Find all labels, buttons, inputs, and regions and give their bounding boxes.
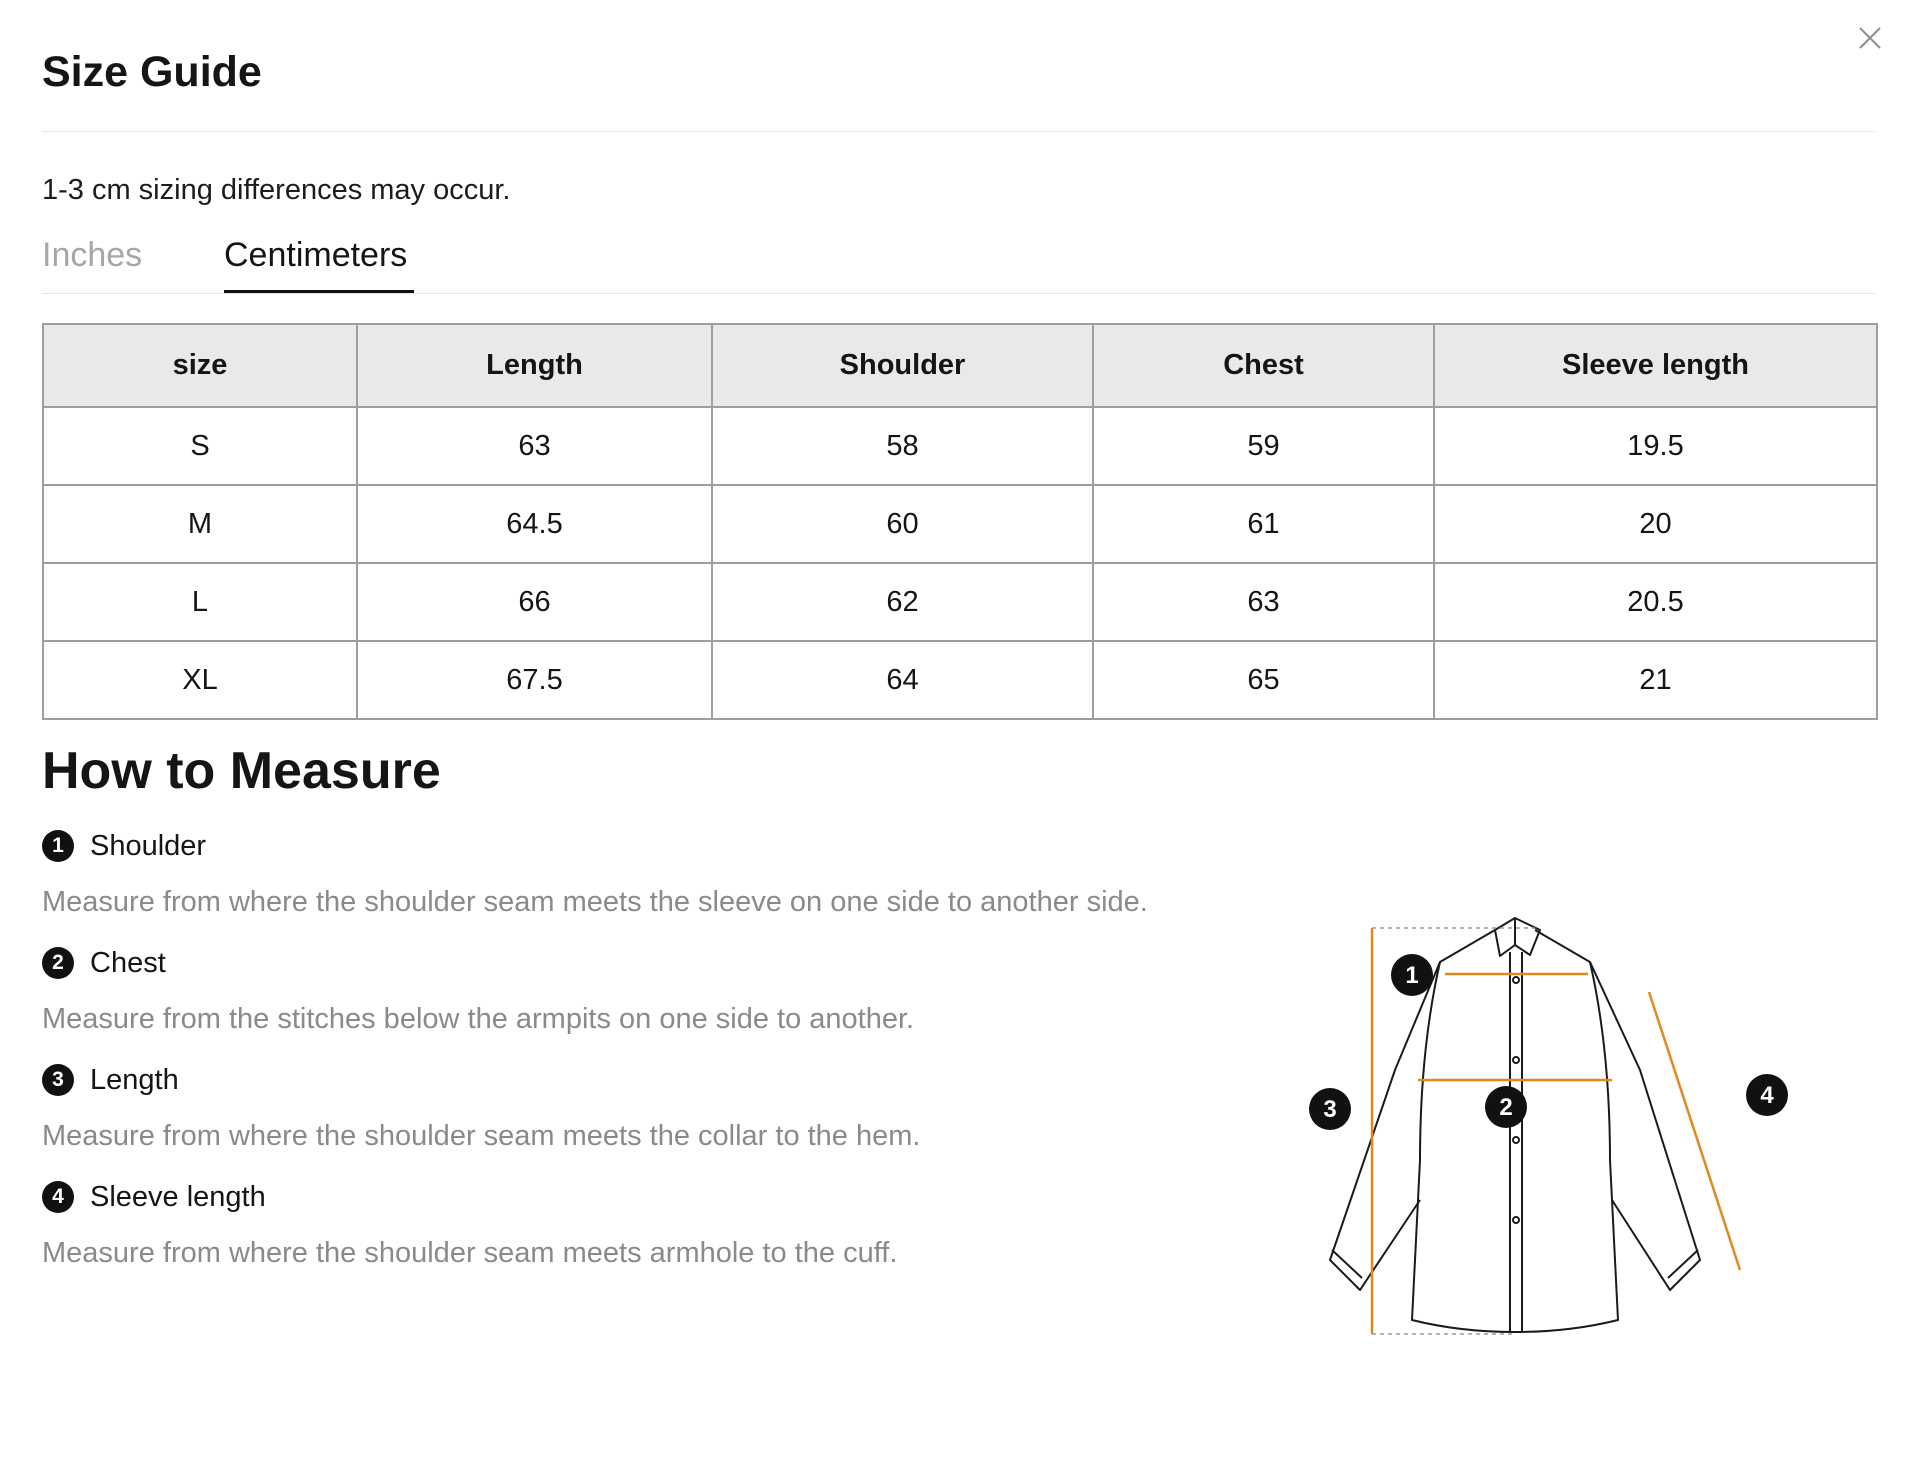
tab-inches[interactable]: Inches — [42, 236, 143, 274]
table-cell: 60 — [712, 485, 1093, 563]
table-cell: 64.5 — [357, 485, 712, 563]
marker-3-label: 3 — [1323, 1096, 1337, 1123]
table-cell: 64 — [712, 641, 1093, 719]
table-row — [43, 563, 1877, 641]
measure-item-length — [42, 1060, 920, 1154]
number-4-icon: 4 — [42, 1181, 74, 1213]
measure-item-shoulder — [42, 826, 1148, 920]
measure-item-chest — [42, 943, 914, 1037]
table-header-row — [43, 324, 1877, 407]
marker-4-label: 4 — [1760, 1082, 1774, 1109]
measure-item-sleeve-length — [42, 1177, 897, 1271]
table-cell: 67.5 — [357, 641, 712, 719]
table-cell: 63 — [1093, 563, 1434, 641]
table-cell: 19.5 — [1434, 407, 1877, 485]
table-cell: 63 — [357, 407, 712, 485]
measure-description: Measure from where the shoulder seam meets the sleeve on one side to another side. — [42, 886, 1148, 918]
marker-2-label: 2 — [1499, 1094, 1513, 1121]
table-cell: XL — [43, 641, 357, 719]
how-to-measure-title: How to Measure — [42, 742, 441, 800]
shirt-diagram-icon — [1300, 900, 1860, 1340]
sizing-note: 1-3 cm sizing differences may occur. — [42, 174, 511, 206]
column-header-shoulder: Shoulder — [712, 324, 1093, 407]
table-cell: 58 — [712, 407, 1093, 485]
marker-1-label: 1 — [1405, 962, 1419, 989]
measure-description: Measure from where the shoulder seam meets armhole to the cuff. — [42, 1237, 898, 1269]
close-icon — [1854, 22, 1886, 54]
table-cell: S — [43, 407, 357, 485]
dialog-title: Size Guide — [42, 48, 262, 96]
number-2-icon: 2 — [42, 947, 74, 979]
table-cell: 66 — [357, 563, 712, 641]
table-cell: M — [43, 485, 357, 563]
size-table — [42, 323, 1878, 720]
column-header-length: Length — [357, 324, 712, 407]
table-cell: 20 — [1434, 485, 1877, 563]
tabs-divider — [42, 293, 1875, 294]
close-button[interactable] — [1854, 22, 1886, 54]
table-row — [43, 485, 1877, 563]
measure-label: Shoulder — [90, 829, 207, 862]
measure-label: Length — [90, 1063, 179, 1096]
measure-description: Measure from where the shoulder seam meets the collar to the hem. — [42, 1120, 921, 1152]
table-cell: 59 — [1093, 407, 1434, 485]
table-cell: 20.5 — [1434, 563, 1877, 641]
column-header-size: size — [43, 324, 357, 407]
measure-label: Sleeve length — [90, 1180, 266, 1213]
column-header-sleeve-length: Sleeve length — [1434, 324, 1877, 407]
table-cell: 65 — [1093, 641, 1434, 719]
measure-label: Chest — [90, 946, 166, 979]
measure-description: Measure from the stitches below the armpits on one side to another. — [42, 1003, 915, 1035]
table-cell: 62 — [712, 563, 1093, 641]
table-cell: 61 — [1093, 485, 1434, 563]
number-1-icon: 1 — [42, 830, 74, 862]
tab-centimeters[interactable]: Centimeters — [224, 236, 408, 274]
table-row — [43, 407, 1877, 485]
number-3-icon: 3 — [42, 1064, 74, 1096]
table-row — [43, 641, 1877, 719]
table-cell: L — [43, 563, 357, 641]
table-cell: 21 — [1434, 641, 1877, 719]
divider — [42, 131, 1875, 132]
column-header-chest: Chest — [1093, 324, 1434, 407]
